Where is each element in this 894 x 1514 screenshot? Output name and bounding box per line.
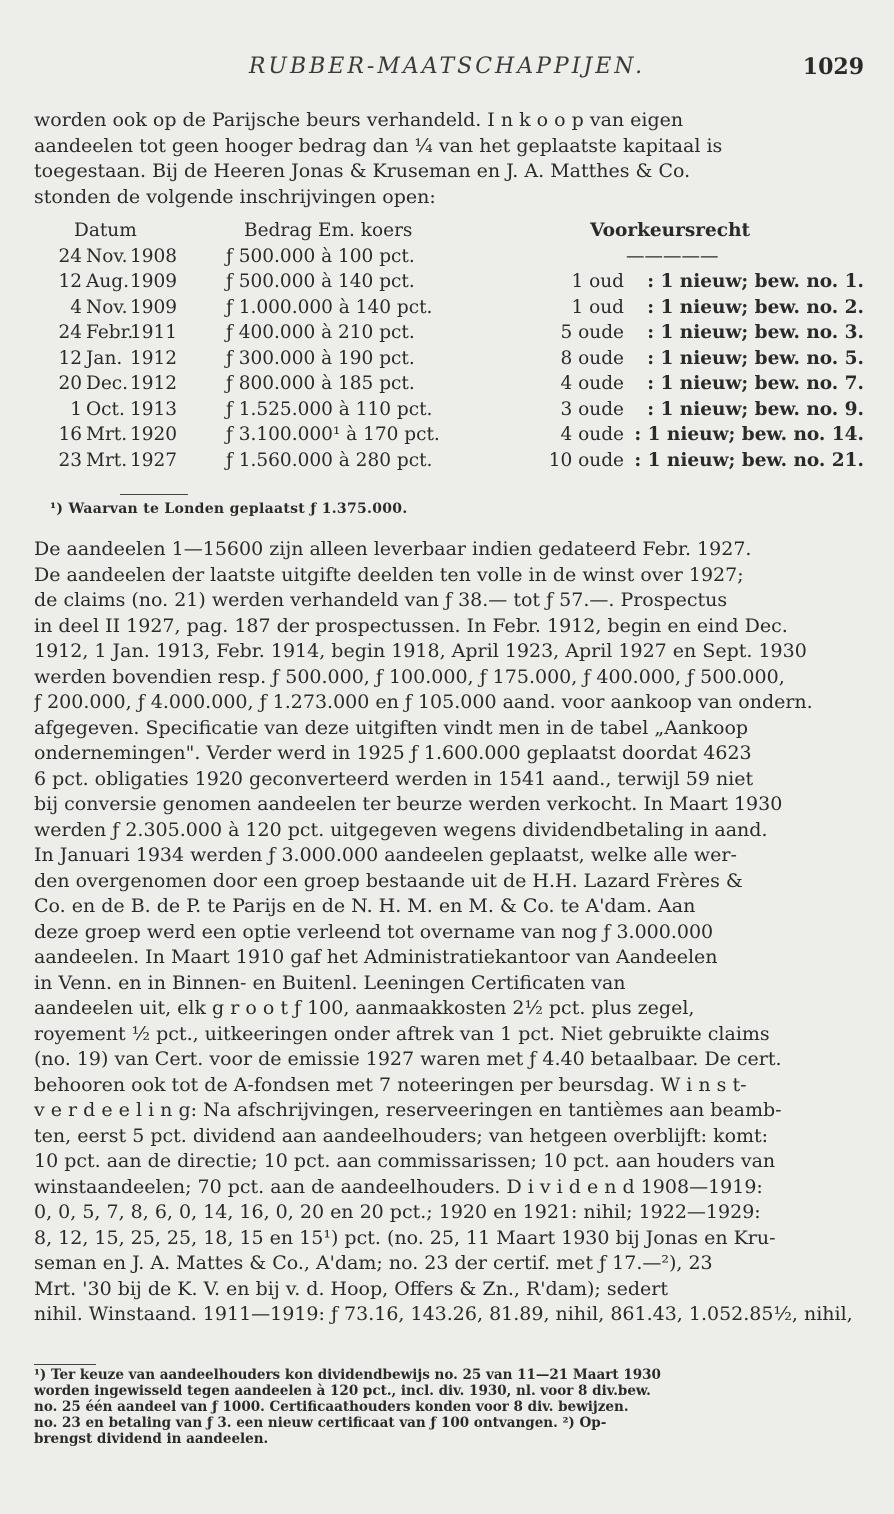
footnote-line: no. 23 en betaling van ƒ 3. een nieuw certificaat van ƒ 100 ontvangen. ²) Op- [34, 1415, 607, 1431]
table-footnote: ¹) Waarvan te Londen geplaatst ƒ 1.375.000. [50, 501, 408, 517]
text-line: (no. 19) van Cert. voor de emissie 1927 waren met ƒ 4.40 betaalbaar. De cert. [34, 1048, 782, 1070]
text-line: royement ½ pct., uitkeeringen onder aftrek van 1 pct. Niet gebruikte claims [34, 1022, 770, 1045]
text-line: v e r d e e l i n g: Na afschrijvingen, reserveeringen en tantièmes aan beamb- [34, 1099, 782, 1121]
text-line: 8, 12, 15, 25, 25, 18, 15 en 15¹) pct. (no. 25, 11 Maart 1930 bij Jonas en Kru- [34, 1226, 776, 1249]
text-line: aandeelen. In Maart 1910 gaf het Administratiekantoor van Aandeelen [34, 946, 718, 968]
column-header-datum: Datum [74, 220, 137, 241]
cell-year: 1912 [130, 373, 178, 394]
cell-month: Aug. [86, 271, 129, 292]
cell-new-shares: : 1 nieuw; bew. no. 2. [647, 296, 864, 318]
cell-year: 1908 [130, 245, 178, 267]
table-row [34, 320, 864, 346]
cell-new-shares: : 1 nieuw; bew. no. 3. [647, 322, 864, 343]
cell-year: 1912 [130, 347, 178, 369]
cell-preference: ————— [626, 245, 719, 267]
text-line: seman en J. A. Mattes & Co., A'dam; no. 23 der certif. met ƒ 17.—²), 23 [34, 1252, 713, 1274]
footnote-line: brengst dividend in aandeelen. [34, 1431, 269, 1447]
cell-day: 24 [58, 322, 82, 343]
column-header-bedrag: Bedrag Em. koers [244, 220, 413, 241]
text-line: in Venn. en in Binnen- en Buitenl. Leeningen Certificaten van [34, 971, 626, 994]
cell-year: 1927 [130, 449, 178, 471]
text-line: afgegeven. Specificatie van deze uitgiften vindt men in de tabel „Aankoop [34, 716, 749, 739]
cell-month: Oct. [86, 398, 125, 420]
text-line: deze groep werd een optie verleend tot overname van nog ƒ 3.000.000 [34, 920, 714, 943]
cell-amount: ƒ 800.000 à 185 pct. [226, 373, 415, 394]
text-line: winstaandeelen; 70 pct. aan de aandeelhouders. D i v i d e n d 1908—1919: [34, 1175, 763, 1198]
table-row [34, 244, 864, 270]
table-row [34, 371, 864, 397]
cell-month: Jan. [86, 347, 123, 369]
cell-amount: ƒ 1.000.000 à 140 pct. [226, 296, 433, 318]
cell-year: 1909 [130, 271, 178, 292]
text-line: stonden de volgende inschrijvingen open: [34, 185, 436, 208]
table-row [34, 269, 864, 295]
cell-old-shares: 10 oude [548, 449, 624, 471]
text-line: ƒ 200.000, ƒ 4.000.000, ƒ 1.273.000 en ƒ 105.000 aand. voor aankoop van ondern. [34, 691, 813, 713]
text-line: Mrt. '30 bij de K. V. en bij v. d. Hoop, Offers & Zn., R'dam); sedert [34, 1277, 668, 1300]
text-line: de claims (no. 21) werden verhandeld van ƒ 38.— tot ƒ 57.—. Prospectus [34, 589, 728, 611]
text-line: den overgenomen door een groep bestaande uit de H.H. Lazard Frères & [34, 869, 743, 892]
text-line: werden ƒ 2.305.000 à 120 pct. uitgegeven wegens dividendbetaling in aand. [34, 818, 768, 841]
cell-day: 24 [58, 245, 82, 267]
cell-day: 4 [70, 296, 82, 318]
footnotes [34, 1367, 864, 1447]
text-line: worden ook op de Parijsche beurs verhandeld. I n k o o p van eigen [34, 109, 684, 131]
text-line: nihil. Winstaand. 1911—1919: ƒ 73.16, 143.26, 81.89, nihil, 861.43, 1.052.85½, nihil, [34, 1303, 853, 1325]
page-header [0, 54, 894, 84]
cell-day: 23 [58, 449, 82, 471]
table-row [34, 448, 864, 474]
text-line: Co. en de B. de P. te Parijs en de N. H. M. en M. & Co. te A'dam. Aan [34, 895, 696, 917]
text-line: In Januari 1934 werden ƒ 3.000.000 aandeelen geplaatst, welke alle wer- [34, 844, 737, 866]
cell-old-shares: 1 oud [571, 296, 624, 318]
text-line: 6 pct. obligaties 1920 geconverteerd werden in 1541 aand., terwijl 59 niet [34, 767, 754, 790]
cell-amount: ƒ 500.000 à 140 pct. [226, 271, 415, 292]
cell-old-shares: 8 oude [560, 347, 624, 369]
cell-month: Mrt. [86, 449, 128, 471]
text-line: bij conversie genomen aandeelen ter beurze werden verkocht. In Maart 1930 [34, 793, 783, 815]
cell-month: Nov. [86, 296, 128, 318]
text-line: aandeelen tot geen hooger bedrag dan ¼ van het geplaatste kapitaal is [34, 134, 723, 157]
table-row [34, 346, 864, 372]
cell-day: 12 [58, 347, 82, 369]
text-line: in deel II 1927, pag. 187 der prospectussen. In Febr. 1912, begin en eind Dec. [34, 614, 788, 637]
footnote-line: worden ingewisseld tegen aandeelen à 120 pct., incl. div. 1930, nl. voor 8 div.bew. [34, 1383, 651, 1399]
column-header-voorkeursrecht: Voorkeursrecht [590, 220, 751, 241]
cell-year: 1911 [130, 322, 178, 343]
cell-amount: ƒ 400.000 à 210 pct. [226, 322, 415, 343]
text-line: 0, 0, 5, 7, 8, 6, 0, 14, 16, 0, 20 en 20 pct.; 1920 en 1921: nihil; 1922—1929: [34, 1201, 761, 1223]
text-line: werden bovendien resp. ƒ 500.000, ƒ 100.000, ƒ 175.000, ƒ 400.000, ƒ 500.000, [34, 665, 785, 688]
footnote-separator [34, 1364, 96, 1365]
cell-new-shares: : 1 nieuw; bew. no. 1. [647, 271, 864, 292]
intro-paragraph [34, 108, 864, 210]
cell-new-shares: : 1 nieuw; bew. no. 9. [647, 398, 864, 420]
table-footnote-rule [120, 494, 188, 495]
text-line: ondernemingen". Verder werd in 1925 ƒ 1.600.000 geplaatst doordat 4623 [34, 742, 752, 764]
cell-old-shares: 1 oud [571, 271, 624, 292]
cell-new-shares: : 1 nieuw; bew. no. 14. [634, 424, 864, 445]
cell-year: 1909 [130, 296, 178, 318]
subscription-table [34, 218, 864, 473]
text-line: 1912, 1 Jan. 1913, Febr. 1914, begin 1918, April 1923, April 1927 en Sept. 1930 [34, 640, 807, 662]
text-line: behooren ook tot de A-fondsen met 7 noteeringen per beursdag. W i n s t- [34, 1073, 747, 1096]
cell-old-shares: 5 oude [560, 322, 624, 343]
cell-month: Dec. [86, 373, 129, 394]
footnote-line: no. 25 één aandeel van ƒ 1000. Certificaathouders konden voor 8 div. bewijzen. [34, 1399, 629, 1415]
body-paragraph [34, 537, 864, 1328]
cell-new-shares: : 1 nieuw; bew. no. 5. [647, 347, 864, 369]
cell-amount: ƒ 500.000 à 100 pct. [226, 245, 415, 267]
table-row [34, 422, 864, 448]
cell-month: Nov. [86, 245, 128, 267]
table-header [34, 218, 864, 244]
cell-day: 20 [58, 373, 82, 394]
text-line: 10 pct. aan de directie; 10 pct. aan commissarissen; 10 pct. aan houders van [34, 1150, 776, 1172]
cell-month: Mrt. [86, 424, 128, 445]
text-line: ten, eerst 5 pct. dividend aan aandeelhouders; van hetgeen overblijft: komt: [34, 1124, 769, 1147]
cell-amount: ƒ 1.525.000 à 110 pct. [226, 398, 433, 420]
page-number: 1029 [802, 54, 864, 80]
cell-new-shares: : 1 nieuw; bew. no. 21. [634, 449, 864, 471]
text-line: toegestaan. Bij de Heeren Jonas & Kruseman en J. A. Matthes & Co. [34, 160, 691, 182]
text-line: De aandeelen 1—15600 zijn alleen leverbaar indien gedateerd Febr. 1927. [34, 538, 752, 560]
cell-day: 1 [70, 398, 82, 420]
cell-year: 1913 [130, 398, 178, 420]
cell-amount: ƒ 300.000 à 190 pct. [226, 347, 415, 369]
table-row [34, 295, 864, 321]
cell-year: 1920 [130, 424, 178, 445]
cell-amount: ƒ 3.100.000¹ à 170 pct. [226, 424, 440, 445]
running-title: RUBBER-MAATSCHAPPIJEN. [248, 54, 646, 79]
text-line: aandeelen uit, elk g r o o t ƒ 100, aanmaakkosten 2½ pct. plus zegel, [34, 997, 695, 1019]
footnote-line: ¹) Ter keuze van aandeelhouders kon dividendbewijs no. 25 van 11—21 Maart 1930 [34, 1367, 661, 1383]
cell-day: 16 [58, 424, 82, 445]
cell-month: Febr. [86, 322, 134, 343]
cell-new-shares: : 1 nieuw; bew. no. 7. [647, 373, 864, 394]
cell-old-shares: 4 oude [560, 424, 624, 445]
table-row [34, 397, 864, 423]
cell-old-shares: 3 oude [560, 398, 624, 420]
cell-amount: ƒ 1.560.000 à 280 pct. [226, 449, 433, 471]
text-line: De aandeelen der laatste uitgifte deelden ten volle in de winst over 1927; [34, 563, 744, 586]
cell-old-shares: 4 oude [560, 373, 624, 394]
cell-day: 12 [58, 271, 82, 292]
